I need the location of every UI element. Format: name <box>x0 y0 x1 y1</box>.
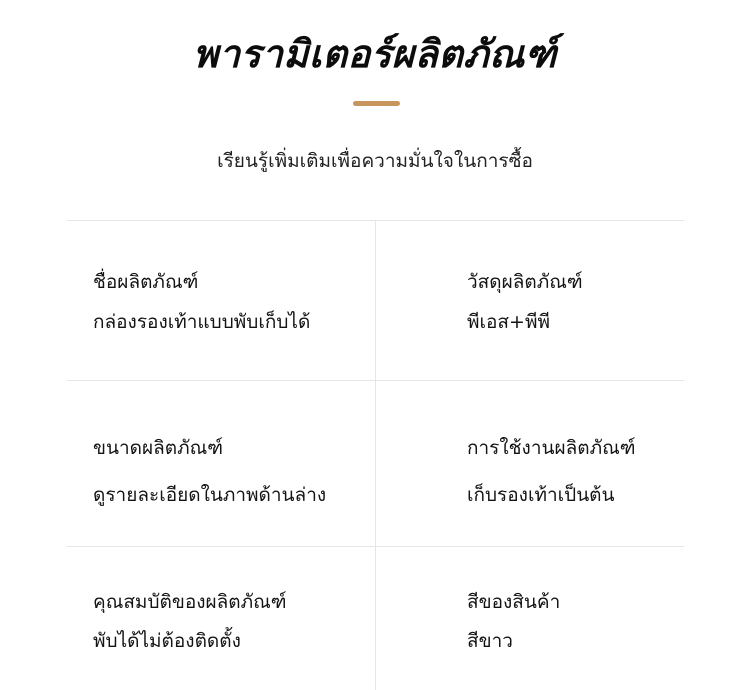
spec-label: การใช้งานผลิตภัณฑ์ <box>467 437 636 459</box>
page-subtitle: เรียนรู้เพิ่มเติมเพื่อความมั่นใจในการซื้อ <box>217 150 533 172</box>
spec-table <box>67 220 684 690</box>
spec-value: พีเอส+พีพี <box>467 311 550 333</box>
spec-label: ชื่อผลิตภัณฑ์ <box>93 271 199 293</box>
title-accent-bar <box>353 101 400 106</box>
row-divider <box>67 380 684 381</box>
spec-label: ขนาดผลิตภัณฑ์ <box>93 437 224 459</box>
spec-label: คุณสมบัติของผลิตภัณฑ์ <box>93 591 287 613</box>
spec-value: พับได้ไม่ต้องติดตั้ง <box>93 630 241 652</box>
spec-value: ดูรายละเอียดในภาพด้านล่าง <box>93 484 327 506</box>
spec-label: สีของสินค้า <box>467 591 561 613</box>
spec-value: เก็บรองเท้าเป็นต้น <box>467 484 615 506</box>
column-divider <box>375 221 376 690</box>
page-title: พารามิเตอร์ผลิตภัณฑ์ <box>193 32 557 76</box>
spec-value: กล่องรองเท้าแบบพับเก็บได้ <box>93 311 311 333</box>
row-divider <box>67 546 684 547</box>
spec-label: วัสดุผลิตภัณฑ์ <box>467 271 583 293</box>
spec-value: สีขาว <box>467 630 513 652</box>
